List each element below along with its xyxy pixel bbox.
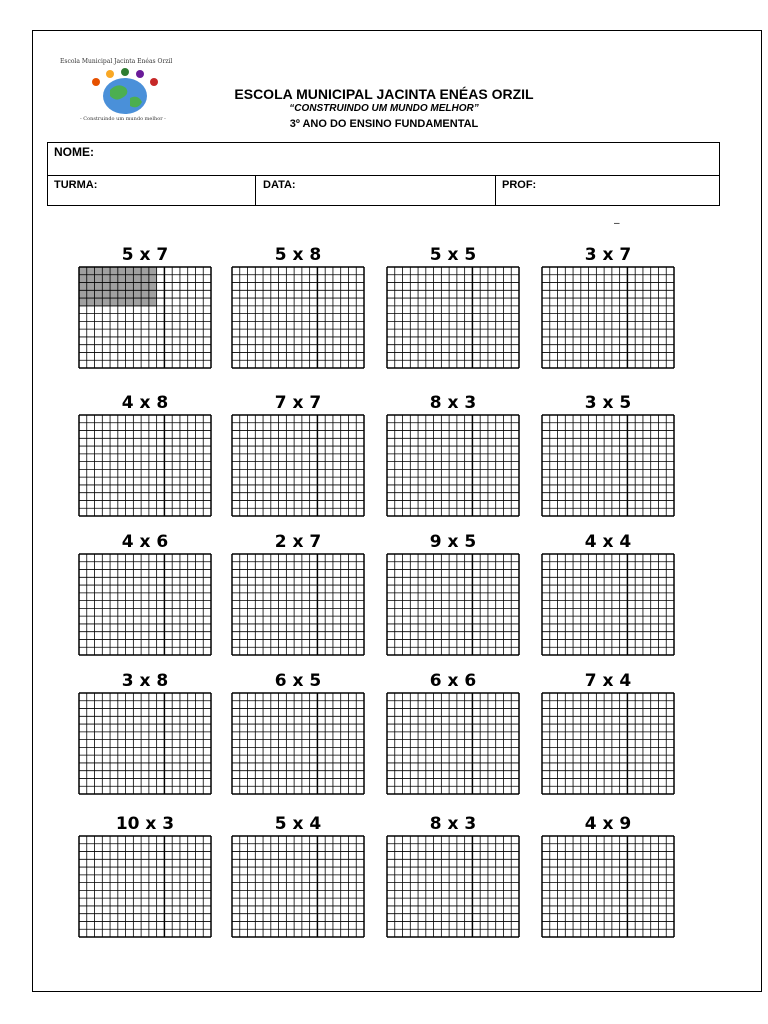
multiplication-problem [541, 813, 675, 938]
multiplication-problem [541, 392, 675, 517]
multiplication-problem [78, 531, 212, 656]
hundred-grid[interactable] [386, 553, 520, 656]
problem-label: 7 x 4 [584, 671, 632, 691]
hundred-grid[interactable] [541, 553, 675, 656]
hundred-grid[interactable] [231, 692, 365, 795]
multiplication-problem [231, 244, 365, 369]
multiplication-problem [78, 244, 212, 369]
problem-label: 5 x 5 [429, 245, 477, 265]
hundred-grid[interactable] [231, 553, 365, 656]
multiplication-problem [78, 670, 212, 795]
hundred-grid[interactable] [541, 266, 675, 369]
problem-label: 3 x 8 [121, 671, 169, 691]
multiplication-problem [386, 244, 520, 369]
multiplication-problem [231, 392, 365, 517]
problem-label: 6 x 6 [429, 671, 477, 691]
multiplication-problem [386, 392, 520, 517]
multiplication-problem [541, 531, 675, 656]
multiplication-problem [386, 531, 520, 656]
multiplication-problem [541, 244, 675, 369]
problem-label: 4 x 8 [121, 393, 169, 413]
hundred-grid[interactable] [231, 835, 365, 938]
hundred-grid[interactable] [541, 414, 675, 517]
multiplication-problem [231, 670, 365, 795]
multiplication-problem [386, 670, 520, 795]
hundred-grid[interactable] [386, 266, 520, 369]
hundred-grid[interactable] [541, 835, 675, 938]
info-column-separator [495, 175, 496, 206]
problem-label: 3 x 7 [584, 245, 632, 265]
problem-label: 5 x 4 [274, 814, 322, 834]
problem-label: 3 x 5 [584, 393, 632, 413]
hundred-grid[interactable] [386, 835, 520, 938]
grade-level: 3º ANO DO ENSINO FUNDAMENTAL [289, 118, 479, 130]
multiplication-problem [231, 813, 365, 938]
multiplication-problem [78, 392, 212, 517]
stray-mark: – [614, 218, 620, 229]
problem-label: 8 x 3 [429, 814, 477, 834]
logo-caption-bottom: - Construindo um mundo melhor - [80, 116, 166, 122]
hundred-grid[interactable] [541, 692, 675, 795]
info-column-separator [255, 175, 256, 206]
teacher-field-label[interactable]: PROF: [502, 179, 537, 191]
multiplication-problem [386, 813, 520, 938]
problem-label: 2 x 7 [274, 532, 322, 552]
hundred-grid[interactable] [78, 692, 212, 795]
problem-label: 6 x 5 [274, 671, 322, 691]
problem-label: 4 x 4 [584, 532, 632, 552]
multiplication-problem [78, 813, 212, 938]
hundred-grid[interactable] [78, 553, 212, 656]
problem-label: 7 x 7 [274, 393, 322, 413]
hundred-grid[interactable] [78, 414, 212, 517]
hundred-grid[interactable] [386, 692, 520, 795]
problem-label: 8 x 3 [429, 393, 477, 413]
problem-label: 4 x 9 [584, 814, 632, 834]
hundred-grid[interactable] [386, 414, 520, 517]
school-motto: “CONSTRUINDO UM MUNDO MELHOR” [289, 103, 479, 114]
hundred-grid[interactable] [78, 266, 212, 369]
multiplication-problem [541, 670, 675, 795]
date-field-label[interactable]: DATA: [263, 179, 296, 191]
hundred-grid[interactable] [78, 835, 212, 938]
multiplication-problem [231, 531, 365, 656]
class-field-label[interactable]: TURMA: [54, 179, 98, 191]
hundred-grid[interactable] [231, 266, 365, 369]
problem-label: 4 x 6 [121, 532, 169, 552]
problem-label: 9 x 5 [429, 532, 477, 552]
problem-label: 10 x 3 [115, 814, 175, 834]
hundred-grid[interactable] [231, 414, 365, 517]
school-title: ESCOLA MUNICIPAL JACINTA ENÉAS ORZIL [234, 86, 534, 102]
problem-label: 5 x 8 [274, 245, 322, 265]
logo-caption-top: Escola Municipal Jacinta Enéas Orzil [60, 58, 173, 65]
student-info-box [47, 142, 720, 206]
problem-label: 5 x 7 [121, 245, 169, 265]
name-field-label[interactable]: NOME: [54, 145, 94, 159]
info-divider [48, 175, 719, 176]
